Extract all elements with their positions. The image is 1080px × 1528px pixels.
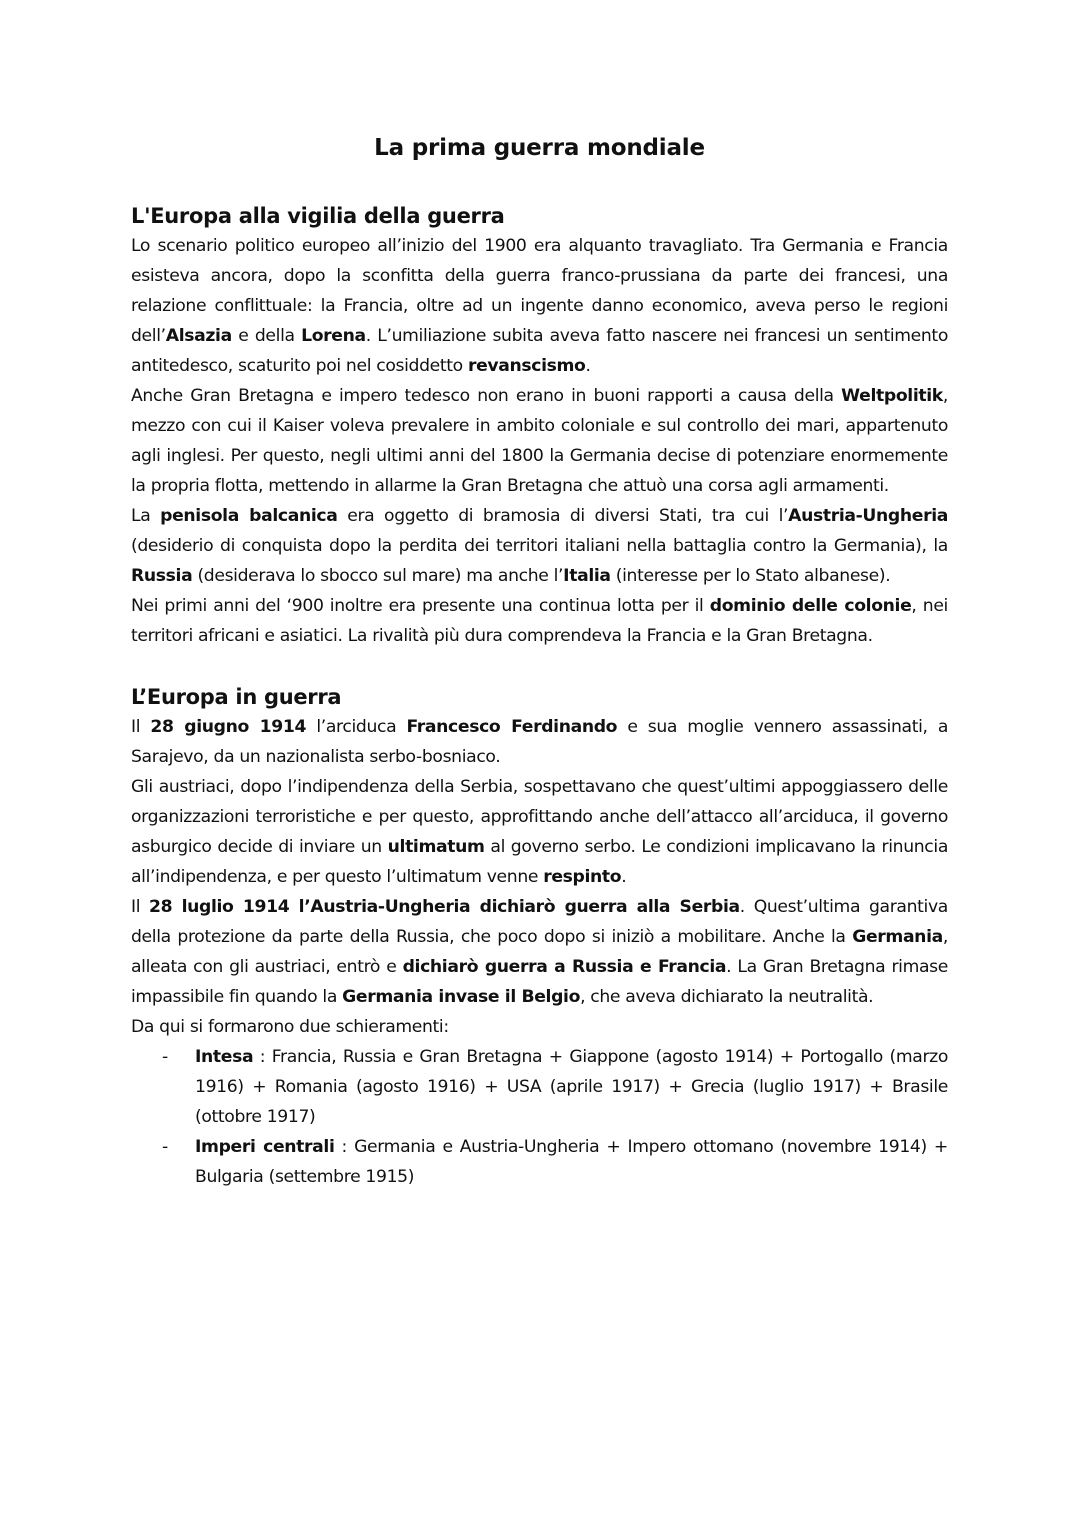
paragraph: Lo scenario politico europeo all’inizio del 1900 era alquanto travagliato. Tra Germania e Francia esisteva ancora, dopo la sconfitta della guerra franco-prussiana da parte dei francesi, una relazione conflittuale: la Francia, oltre ad un ingente danno economico, aveva perso le regioni dell’Alsazia e della Lorena. L’umiliazione subita aveva fatto nascere nei francesi un sentimento antitedesco, scaturito poi nel cosiddetto revanscismo. bbox=[131, 236, 948, 376]
list-item-intesa: - Intesa : Francia, Russia e Gran Bretagna + Giappone (agosto 1914) + Portogallo (marzo 1916) + Romania (agosto 1916) + USA (aprile 1917) + Grecia (luglio 1917) + Brasile (ottobre 1917) bbox=[131, 1042, 948, 1132]
paragraph: Il 28 giugno 1914 l’arciduca Francesco Ferdinando e sua moglie vennero assassinati, a Sarajevo, da un nazionalista serbo-bosniaco. bbox=[131, 717, 948, 767]
section-heading: L’Europa in guerra bbox=[131, 685, 342, 709]
paragraph: La penisola balcanica era oggetto di bramosia di diversi Stati, tra cui l’Austria-Ungheria (desiderio di conquista dopo la perdita dei territori italiani nella battaglia contro la Germania), la Russia (desiderava lo sbocco sul mare) ma anche l’Italia (interesse per lo Stato albanese). bbox=[131, 506, 948, 586]
paragraph: Anche Gran Bretagna e impero tedesco non erano in buoni rapporti a causa della Weltpolitik, mezzo con cui il Kaiser voleva prevalere in ambito coloniale e sul controllo dei mari, appartenuto agli inglesi. Per questo, negli ultimi anni del 1800 la Germania decise di potenziare enormemente la propria flotta, mettendo in allarme la Gran Bretagna che attuò una corsa agli armamenti. bbox=[131, 386, 948, 496]
paragraph: Nei primi anni del ‘900 inoltre era presente una continua lotta per il dominio delle colonie, nei territori africani e asiatici. La rivalità più dura comprendeva la Francia e la Gran Bretagna. bbox=[131, 596, 948, 646]
list-item-imperi-centrali: - Imperi centrali : Germania e Austria-Ungheria + Impero ottomano (novembre 1914) + Bulgaria (settembre 1915) bbox=[131, 1132, 948, 1192]
dash-bullet-icon: - bbox=[162, 1047, 168, 1067]
alliances-list bbox=[131, 1042, 948, 1192]
paragraph: Il 28 luglio 1914 l’Austria-Ungheria dichiarò guerra alla Serbia. Quest’ultima garantiva della protezione da parte della Russia, che poco dopo si iniziò a mobilitare. Anche la Germania, alleata con gli austriaci, entrò e dichiarò guerra a Russia e Francia. La Gran Bretagna rimase impassibile fin quando la Germania invase il Belgio, che aveva dichiarato la neutralità. bbox=[131, 897, 948, 1007]
paragraph: Gli austriaci, dopo l’indipendenza della Serbia, sospettavano che quest’ultimi appoggiassero delle organizzazioni terroristiche e per questo, approfittando anche dell’attacco all’arciduca, il governo asburgico decide di inviare un ultimatum al governo serbo. Le condizioni implicavano la rinuncia all’indipendenza, e per questo l’ultimatum venne respinto. bbox=[131, 777, 948, 887]
dash-bullet-icon: - bbox=[162, 1137, 168, 1157]
section-heading: L'Europa alla vigilia della guerra bbox=[131, 204, 505, 228]
paragraph: Da qui si formarono due schieramenti: bbox=[131, 1017, 449, 1037]
document-page bbox=[131, 128, 948, 1192]
document-title: La prima guerra mondiale bbox=[374, 135, 705, 161]
section-europe-at-war bbox=[131, 682, 948, 1192]
section-europe-eve-of-war bbox=[131, 201, 948, 651]
